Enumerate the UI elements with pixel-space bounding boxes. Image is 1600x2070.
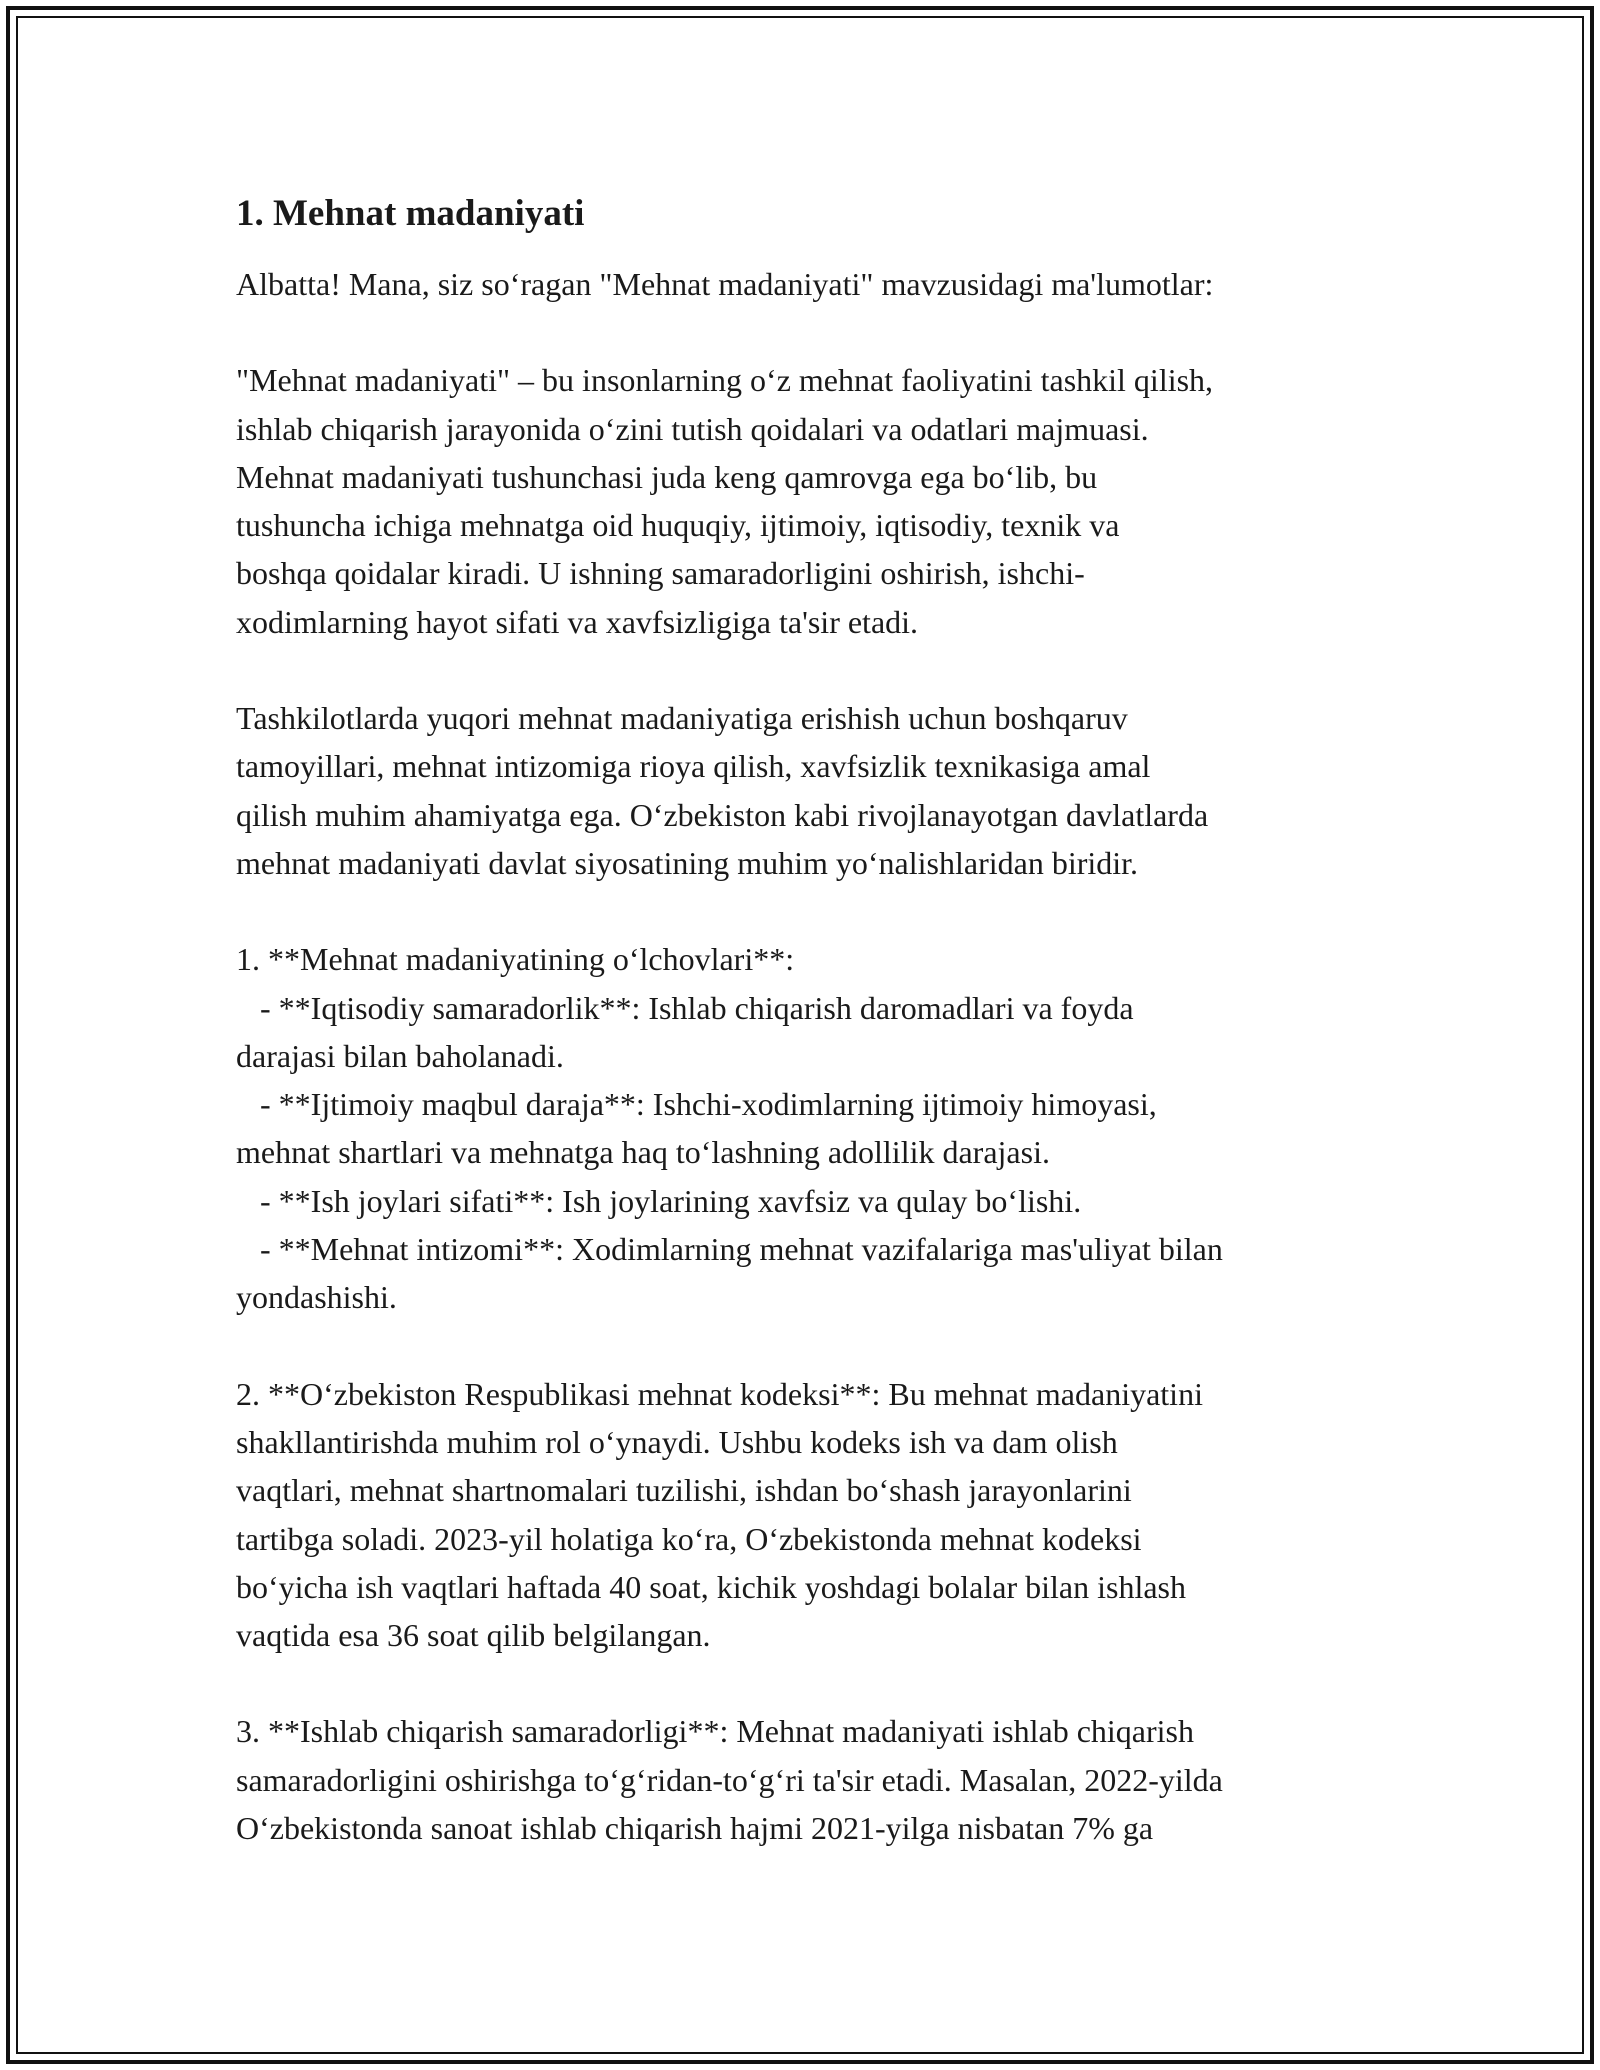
list-item-labor-code [236,1370,1376,1660]
list-item-dimensions [236,935,1376,1321]
text-line: Tashkilotlarda yuqori mehnat madaniyatiga erishish uchun boshqaruv [236,700,1128,737]
text-line: - **Iqtisodiy samaradorlik**: Ishlab chiqarish daromadlari va foyda [236,989,1134,1026]
text-line: samaradorligini oshirishga to‘g‘ridan-to‘g‘ri ta'sir etadi. Masalan, 2022-yilda [236,1761,1223,1798]
section-heading: 1. Mehnat madaniyati [236,193,585,234]
text-line: tartibga soladi. 2023-yil holatiga ko‘ra, O‘zbekistonda mehnat kodeksi [236,1520,1142,1557]
text-line: qilish muhim ahamiyatga ega. O‘zbekiston kabi rivojlanayotgan davlatlarda [236,796,1209,833]
text-line: mehnat madaniyati davlat siyosatining muhim yo‘nalishlaridan biridir. [236,844,1139,881]
text-line: tushuncha ichiga mehnatga oid huquqiy, ijtimoiy, iqtisodiy, texnik va [236,507,1120,544]
text-line: ishlab chiqarish jarayonida o‘zini tutish qoidalari va odatlari majmuasi. [236,410,1149,447]
text-line: Mehnat madaniyati tushunchasi juda keng qamrovga ega bo‘lib, bu [236,458,1098,495]
text-line: 3. **Ishlab chiqarish samaradorligi**: Mehnat madaniyati ishlab chiqarish [236,1713,1194,1750]
text-line: mehnat shartlari va mehnatga haq to‘lashning adollilik darajasi. [236,1134,1050,1171]
text-line: shakllantirishda muhim rol o‘ynaydi. Ushbu kodeks ish va dam olish [236,1423,1118,1460]
text-line: 1. **Mehnat madaniyatining o‘lchovlari**: [236,941,795,978]
text-line: xodimlarning hayot sifati va xavfsizligiga ta'sir etadi. [236,603,919,640]
text-line: "Mehnat madaniyati" – bu insonlarning o‘z mehnat faoliyatini tashkil qilish, [236,362,1214,399]
text-line: bo‘yicha ish vaqtlari haftada 40 soat, kichik yoshdagi bolalar bilan ishlash [236,1568,1186,1605]
text-line: O‘zbekistonda sanoat ishlab chiqarish hajmi 2021-yilga nisbatan 7% ga [236,1810,1154,1847]
text-line: boshqa qoidalar kiradi. U ishning samaradorligini oshirish, ishchi- [236,555,1085,592]
text-line: darajasi bilan baholanadi. [236,1037,564,1074]
organizations-paragraph [236,694,1376,887]
text-line: - **Ish joylari sifati**: Ish joylarining xavfsiz va qulay bo‘lishi. [236,1182,1082,1219]
intro-paragraph: Albatta! Mana, siz so‘ragan "Mehnat madaniyati" mavzusidagi ma'lumotlar: [236,266,1214,302]
document-body [236,188,1376,1852]
text-line: yondashishi. [236,1279,397,1316]
text-line: 2. **O‘zbekiston Respublikasi mehnat kodeksi**: Bu mehnat madaniyatini [236,1375,1203,1412]
definition-paragraph [236,356,1376,646]
text-line: - **Mehnat intizomi**: Xodimlarning mehnat vazifalariga mas'uliyat bilan [236,1231,1223,1268]
text-line: - **Ijtimoiy maqbul daraja**: Ishchi-xodimlarning ijtimoiy himoyasi, [236,1086,1157,1123]
list-item-productivity [236,1707,1376,1852]
text-line: tamoyillari, mehnat intizomiga rioya qilish, xavfsizlik texnikasiga amal [236,748,1151,785]
text-line: vaqtlari, mehnat shartnomalari tuzilishi, ishdan bo‘shash jarayonlarini [236,1472,1132,1509]
text-line: vaqtida esa 36 soat qilib belgilangan. [236,1617,711,1654]
